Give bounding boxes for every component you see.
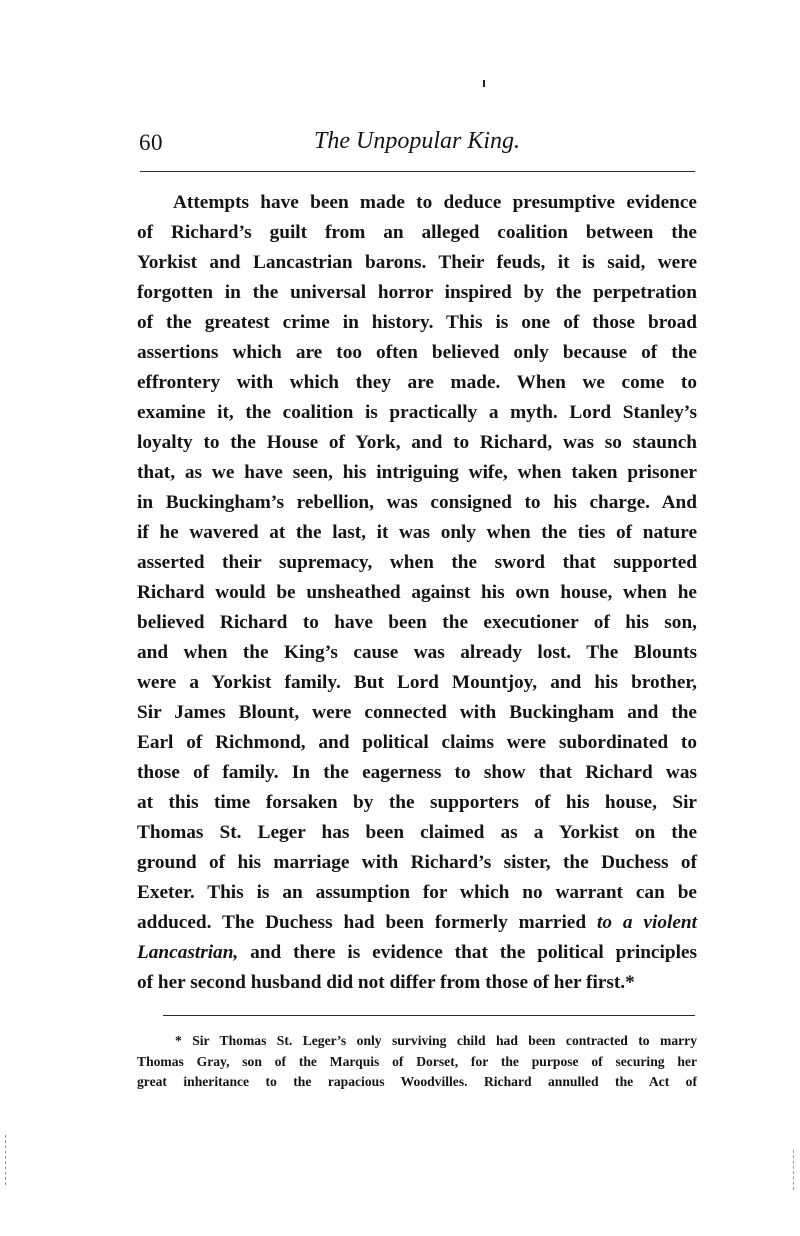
- text-line: [137, 818, 697, 848]
- footnote-line: Thomas Gray, son of the Marquis of Dorset, for the purpose of securing her: [137, 1053, 697, 1069]
- text-run: Richard would be unsheathed against his own house, when he: [137, 582, 697, 603]
- text-line: [137, 848, 697, 878]
- text-run: examine it, the coalition is practically a myth. Lord Stanley’s: [137, 402, 697, 423]
- page-number: 60: [139, 130, 163, 155]
- text-line: [137, 668, 697, 698]
- text-run: if he wavered at the last, it was only when the ties of nature: [137, 522, 697, 543]
- text-line: [137, 908, 697, 938]
- italic-text: to a violent: [596, 912, 697, 933]
- text-run: Earl of Richmond, and political claims were subordinated to: [137, 732, 697, 753]
- text-line: [137, 788, 697, 818]
- text-line: [137, 218, 697, 248]
- text-line: [137, 698, 697, 728]
- text-line: [137, 308, 697, 338]
- page-header: [137, 128, 697, 164]
- text-line: [137, 758, 697, 788]
- text-run: effrontery with which they are made. When we come to: [137, 372, 697, 393]
- text-run: loyalty to the House of York, and to Richard, was so staunch: [137, 432, 697, 453]
- text-line: [137, 338, 697, 368]
- text-run: adduced. The Duchess had been formerly married: [137, 912, 597, 933]
- body-paragraph: [137, 188, 697, 998]
- text-line: [137, 968, 697, 998]
- text-line: [137, 488, 697, 518]
- text-line: [137, 938, 697, 968]
- text-run: at this time forsaken by the supporters of his house, Sir: [137, 792, 697, 813]
- text-run: were a Yorkist family. But Lord Mountjoy, and his brother,: [137, 672, 697, 693]
- text-run: and when the King’s cause was already lost. The Blounts: [137, 642, 697, 663]
- text-run: believed Richard to have been the executioner of his son,: [137, 612, 697, 633]
- text-run: of her second husband did not differ from those of her first.*: [137, 972, 635, 993]
- text-line: [137, 458, 697, 488]
- text-line: [137, 608, 697, 638]
- text-line: [137, 398, 697, 428]
- scan-edge-mark: [5, 1135, 6, 1185]
- text-run: asserted their supremacy, when the sword that supported: [137, 552, 697, 573]
- text-line: [137, 548, 697, 578]
- text-run: that, as we have seen, his intriguing wife, when taken prisoner: [137, 462, 697, 483]
- footnote: [137, 1031, 697, 1093]
- text-run: ground of his marriage with Richard’s sister, the Duchess of: [137, 852, 697, 873]
- text-run: Yorkist and Lancastrian barons. Their feuds, it is said, were: [137, 252, 697, 273]
- footnote-rule: [163, 1015, 695, 1016]
- text-run: Attempts have been made to deduce presumptive evidence: [173, 192, 697, 213]
- text-run: of the greatest crime in history. This is one of those broad: [137, 312, 697, 333]
- print-speck: [483, 80, 485, 87]
- text-line: [137, 518, 697, 548]
- text-run: those of family. In the eagerness to show that Richard was: [137, 762, 697, 783]
- text-line: [137, 248, 697, 278]
- italic-text: Lancastrian,: [137, 942, 239, 963]
- text-line: [137, 638, 697, 668]
- text-run: Sir James Blount, were connected with Buckingham and the: [137, 702, 697, 723]
- scan-edge-mark: [793, 1150, 794, 1190]
- text-run: Exeter. This is an assumption for which no warrant can be: [137, 882, 697, 903]
- header-rule: [140, 171, 695, 172]
- text-run: of Richard’s guilt from an alleged coalition between the: [137, 222, 697, 243]
- text-line: [137, 578, 697, 608]
- running-title: The Unpopular King.: [313, 128, 520, 154]
- text-line: [137, 188, 697, 218]
- footnote-line: great inheritance to the rapacious Woodvilles. Richard annulled the Act of: [137, 1074, 697, 1089]
- text-line: [137, 368, 697, 398]
- text-run: Thomas St. Leger has been claimed as a Yorkist on the: [137, 822, 697, 843]
- text-run: and there is evidence that the political principles: [238, 942, 697, 963]
- text-run: forgotten in the universal horror inspired by the perpetration: [137, 282, 697, 303]
- footnote-line: * Sir Thomas St. Leger’s only surviving child had been contracted to marry: [175, 1033, 697, 1048]
- text-line: [137, 278, 697, 308]
- text-line: [137, 428, 697, 458]
- text-line: [137, 728, 697, 758]
- text-run: assertions which are too often believed only because of the: [137, 342, 697, 363]
- text-line: [137, 878, 697, 908]
- text-run: in Buckingham’s rebellion, was consigned to his charge. And: [137, 492, 697, 513]
